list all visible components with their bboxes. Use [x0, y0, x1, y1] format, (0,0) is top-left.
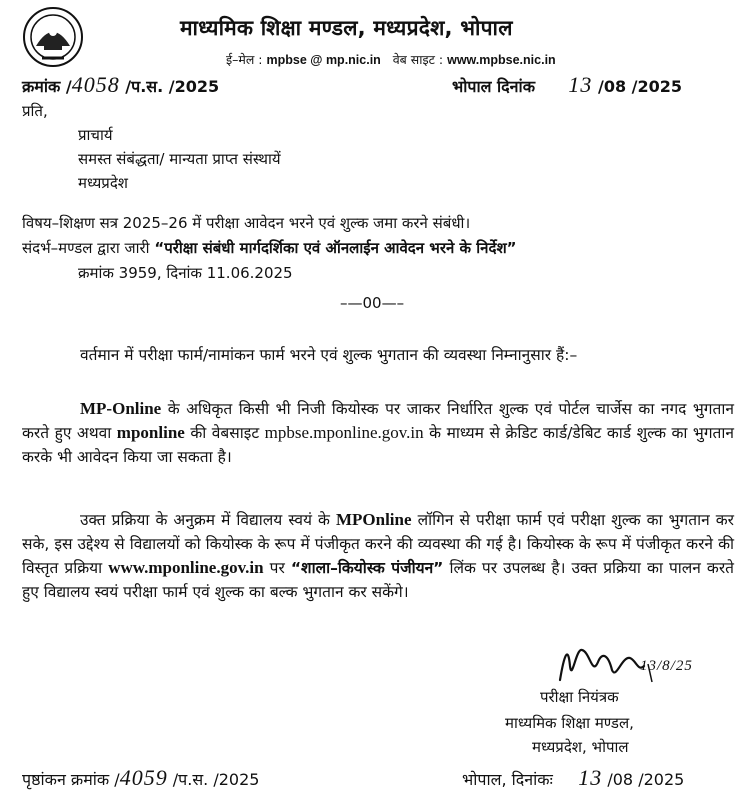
mponline-login-term: MPOnline — [335, 510, 412, 529]
website-label: वेब साइट : — [392, 52, 444, 67]
ref-day: 13 — [568, 72, 593, 97]
sandarbh-label: संदर्भ– — [22, 239, 59, 257]
mponline-term: mponline — [116, 423, 185, 442]
para3-text-3: पर — [269, 559, 285, 577]
kramank-suffix: /प.स. /2025 — [125, 77, 220, 96]
kramank-line: क्रमांक /4058 /प.स. /2025 — [22, 72, 220, 97]
ref-date-rest: /08 /2025 — [598, 77, 683, 96]
sandarbh-line-2: क्रमांक 3959, दिनांक 11.06.2025 — [78, 264, 293, 282]
mp-online-term: MP-Online — [80, 399, 162, 418]
sandarbh-line — [22, 237, 517, 260]
endorsement-number: 4059 — [119, 765, 168, 790]
paragraph-2 — [22, 397, 734, 469]
subject-line — [22, 212, 470, 235]
prati: प्रति, — [22, 102, 48, 120]
endorsement-day: 13 — [578, 765, 603, 790]
endorsement-date-line — [462, 765, 684, 791]
endorsement-date-rest: /08 /2025 — [607, 770, 685, 789]
para3-text-2: लॉगिन से परीक्षा फार्म एवं परीक्षा शुल्क का भुगतान कर सके, इस उद्देश्य से विद्यालयों को कियोस्क के रूप में पंजीकृत करने की व्यवस्था की गई है। कियोस्क के रूप में पंजीकृत करने की विस्तृत प्रक्रिया — [22, 511, 734, 577]
separator: –—00—– — [340, 294, 405, 312]
email-address[interactable]: mpbse @ mp.nic.in — [266, 53, 381, 67]
sandarbh-text: मण्डल द्वारा जारी — [58, 239, 150, 257]
shala-kiosk-link-name: “शाला–कियोस्क पंजीयन” — [290, 559, 444, 577]
para3-text-1: उक्त प्रक्रिया के अनुक्रम में विद्यालय स्वयं के — [80, 511, 330, 529]
para2-text-2: की वेबसाइट — [190, 424, 260, 442]
para2-text-1: के अधिकृत किसी भी निजी कियोस्क पर जाकर निर्धारित शुल्क एवं पोर्टल चार्जेस का नगद भुगतान करते हुए अथवा — [22, 400, 734, 442]
board-title: माध्यमिक शिक्षा मण्डल, मध्यप्रदेश, भोपाल — [180, 16, 513, 40]
ref-place-date-label: भोपाल दिनांक — [452, 77, 535, 96]
para2-text-3: के माध्यम से क्रेडिट कार्ड/डेबिट कार्ड शुल्क का भुगतान करके भी आवेदन किया जा सकता है। — [22, 424, 735, 466]
signature-date: 13/8/25 — [640, 658, 693, 674]
subject-label: विषय– — [22, 214, 60, 232]
kramank-number: 4058 — [71, 72, 120, 97]
signatory-office: माध्यमिक शिक्षा मण्डल, — [505, 714, 634, 732]
endorsement-line: पृष्ठांकन क्रमांक /4059 /प.स. /2025 — [22, 765, 260, 790]
board-seal-logo — [22, 6, 84, 68]
paragraph-1 — [22, 343, 734, 367]
ref-date-line — [452, 72, 682, 98]
subject-text: शिक्षण सत्र 2025–26 में परीक्षा आवेदन भरने एवं शुल्क जमा करने संबंधी। — [59, 214, 471, 232]
contact-line — [226, 51, 556, 68]
addressee-line-1: प्राचार्य — [78, 126, 113, 144]
signatory-place: मध्यप्रदेश, भोपाल — [532, 738, 629, 756]
para1-text: वर्तमान में परीक्षा फार्म/नामांकन फार्म भरने एवं शुल्क भुगतान की व्यवस्था निम्नानुसार हैं:– — [80, 346, 578, 364]
addressee-line-3: मध्यप्रदेश — [78, 174, 129, 192]
kramank-label: क्रमांक — [22, 77, 61, 96]
email-label: ई–मेल : — [226, 52, 263, 67]
website-address[interactable]: www.mpbse.nic.in — [447, 53, 556, 67]
sandarbh-quoted: “परीक्षा संबंधी मार्गदर्शिका एवं ऑनलाईन आवेदन भरने के निर्देश” — [154, 239, 517, 257]
mpbse-mponline-link[interactable]: mpbse.mponline.gov.in — [264, 423, 424, 442]
endorsement-place-date-label: भोपाल, दिनांकः — [462, 770, 553, 789]
signatory-designation: परीक्षा नियंत्रक — [540, 688, 619, 706]
para3-text-4: लिंक पर उपलब्ध है। उक्त प्रक्रिया का पालन करते हुए विद्यालय स्वयं परीक्षा फार्म एवं शुल्क का बल्क भुगतान कर सकेंगे। — [22, 559, 735, 601]
paragraph-3 — [22, 508, 734, 604]
mponline-gov-link[interactable]: www.mponline.gov.in — [108, 558, 264, 577]
addressee-line-2: समस्त संबंद्धता/ मान्यता प्राप्त संस्थायें — [78, 150, 281, 168]
endorsement-label: पृष्ठांकन क्रमांक — [22, 770, 110, 789]
endorsement-suffix: /प.स. /2025 — [172, 770, 260, 789]
